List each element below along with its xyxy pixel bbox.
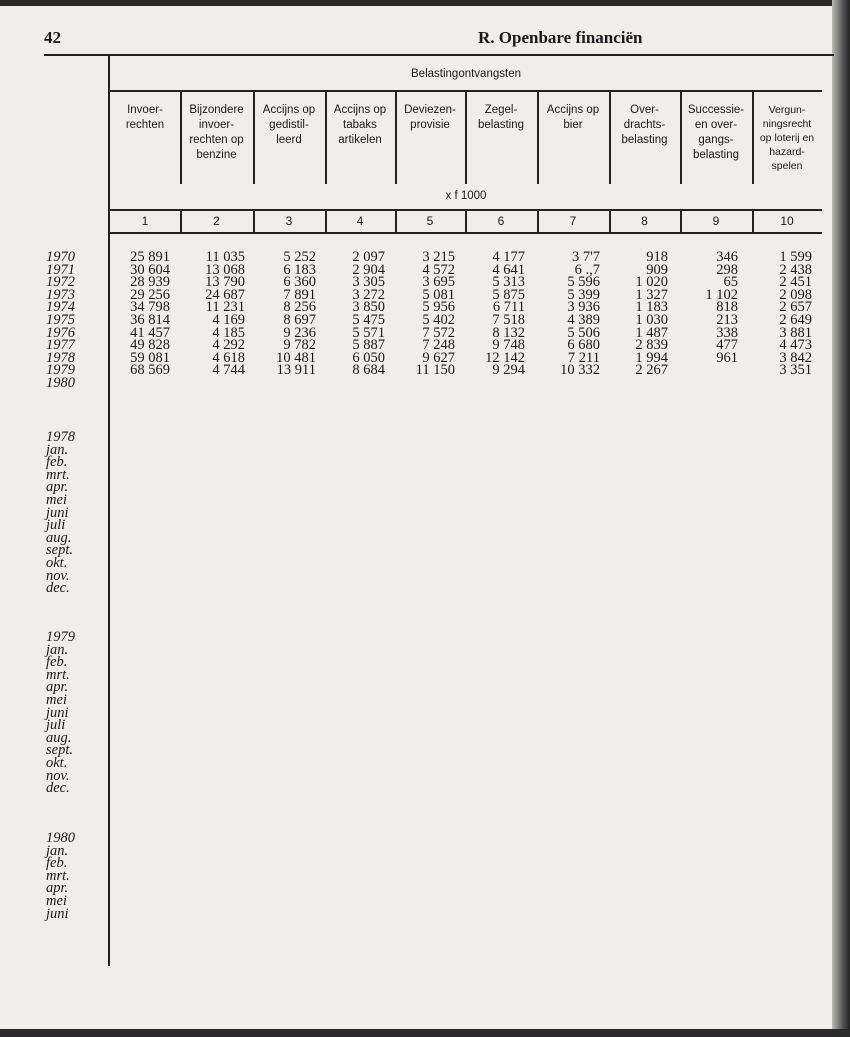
row-label-year: 1970 <box>46 249 75 265</box>
page-number: 42 <box>44 28 61 47</box>
table-cell: 28 939 <box>130 274 170 291</box>
table-cell: 5 402 <box>422 311 455 328</box>
table-cell: 6 183 <box>283 261 316 278</box>
table-cell: 7 248 <box>422 337 455 354</box>
data-column-4 <box>352 251 385 377</box>
table-cell: 1 327 <box>635 286 668 303</box>
row-label-year: 1978 <box>46 349 75 366</box>
table-cell: 3 695 <box>422 274 455 291</box>
column-header-line: artikelen <box>338 134 382 146</box>
column-header-line: tabaks <box>343 119 377 131</box>
header-bottom-rule <box>110 232 822 234</box>
column-header-line: belasting <box>477 119 525 131</box>
table-cell: 961 <box>716 349 738 366</box>
column-header-line: Deviezen- <box>404 104 456 116</box>
table-cell: 1 030 <box>635 311 668 328</box>
table-cell: 338 <box>716 324 738 341</box>
table-cell: 5 475 <box>352 311 385 328</box>
column-number: 2 <box>213 214 220 228</box>
table-cell: 49 828 <box>130 337 170 354</box>
table-cell: 5 956 <box>422 299 455 316</box>
table-cell: 918 <box>646 249 668 265</box>
table-cell: 1 599 <box>779 249 812 265</box>
table-cell: 1 183 <box>635 299 668 316</box>
row-label-month: apr. <box>46 479 69 496</box>
row-label-year: 1980 <box>46 374 75 391</box>
table-cell: 2 657 <box>779 299 812 316</box>
column-header-9 <box>680 103 752 163</box>
table-cell: 5 571 <box>352 324 385 341</box>
row-label-month: juni <box>46 504 69 521</box>
table-cell: 2 904 <box>352 261 385 278</box>
column-header-line: Accijns op <box>262 104 316 116</box>
table-cell: 4 177 <box>492 249 525 265</box>
table-cell: 6 711 <box>492 299 525 316</box>
row-label-month: dec. <box>46 580 70 597</box>
data-column-6 <box>485 251 525 377</box>
row-label-year: 1976 <box>46 324 75 341</box>
column-header-line: drachts- <box>623 119 666 131</box>
column-number: 6 <box>497 214 505 228</box>
table-cell: 5 313 <box>492 274 525 291</box>
column-header-line: gangs- <box>698 134 734 146</box>
table-cell: 5 875 <box>492 286 525 303</box>
table-cell: 68 569 <box>130 362 170 379</box>
row-label-year: 1975 <box>46 311 75 328</box>
row-label-month: mei <box>46 491 67 508</box>
table-cell: 3 351 <box>779 362 812 379</box>
column-number: 10 <box>780 214 794 228</box>
row-label-year: 1980 <box>46 830 75 846</box>
table-cell: 41 457 <box>130 324 170 341</box>
table-cell: 298 <box>716 261 738 278</box>
table-cell: 1 020 <box>635 274 668 291</box>
column-header-line: hazard- <box>769 146 805 158</box>
table-cell: 8 132 <box>492 324 525 341</box>
table-cell: 5 506 <box>567 324 600 341</box>
table-cell: 2 098 <box>779 286 812 303</box>
row-label-month: feb. <box>46 855 68 872</box>
scan-edge-right <box>832 0 850 1037</box>
row-label-month: feb. <box>46 654 68 671</box>
table-cell: 8 684 <box>352 362 385 379</box>
table-cell: 10 332 <box>560 362 600 379</box>
table-cell: 3 215 <box>422 249 455 265</box>
table-cell: 213 <box>716 311 738 328</box>
table-cell: 3 842 <box>779 349 812 366</box>
row-label-month: aug. <box>46 729 72 746</box>
table-cell <box>705 364 738 377</box>
table-cell: 13 068 <box>205 261 245 278</box>
running-head: R. Openbare financiën <box>478 28 643 47</box>
row-label-year: 1974 <box>46 299 75 316</box>
table-cell: 4 744 <box>212 362 245 379</box>
scan-edge-top <box>0 0 850 6</box>
row-label-year: 1971 <box>46 261 75 278</box>
column-header-line: gedistil- <box>269 119 309 131</box>
table-cell: 3 850 <box>352 299 385 316</box>
table-cell: 65 <box>723 274 738 291</box>
row-label-month: feb. <box>46 454 68 471</box>
column-header-line: invoer- <box>198 119 235 131</box>
table-cell: 3 7'7 <box>572 249 600 265</box>
column-header-7 <box>537 103 609 133</box>
column-header-line: ningsrecht <box>762 118 812 130</box>
table-cell: 4 389 <box>567 311 600 328</box>
data-column-10 <box>779 251 812 377</box>
column-header-line: Vergun- <box>768 104 806 116</box>
table-cell: 7 211 <box>567 349 600 366</box>
table-cell: 818 <box>716 299 738 316</box>
table-cell: 2 839 <box>635 337 668 354</box>
table-cell: 3 305 <box>352 274 385 291</box>
row-label-month: mei <box>46 892 67 909</box>
table-top-rule <box>44 54 834 56</box>
table-cell: 30 604 <box>130 261 170 278</box>
table-cell: 4 641 <box>492 261 525 278</box>
table-cell: 2 438 <box>779 261 812 278</box>
column-header-line: en over- <box>694 119 738 131</box>
table-cell: 6 .,7 <box>574 261 600 278</box>
table-cell: 2 267 <box>635 362 668 379</box>
table-cell: 5 887 <box>352 337 385 354</box>
table-cell: 9 236 <box>283 324 316 341</box>
table-cell: 59 081 <box>130 349 170 366</box>
column-header-1 <box>110 103 180 133</box>
column-header-line: op loterij en <box>759 132 815 144</box>
data-column-3 <box>276 251 316 377</box>
column-header-line: provisie <box>410 119 450 131</box>
table-cell: 6 680 <box>567 337 600 354</box>
column-header-line: belasting <box>692 149 740 161</box>
column-header-5 <box>395 103 465 133</box>
column-header-3 <box>253 103 325 148</box>
table-cell: 13 911 <box>276 362 316 379</box>
column-header-line: Invoer- <box>127 104 163 116</box>
column-header-line: belasting <box>621 134 668 146</box>
column-number: 9 <box>712 214 720 228</box>
row-label-month: jan. <box>46 641 69 658</box>
table-cell: 4 473 <box>779 337 812 354</box>
row-label-month: jan. <box>46 842 69 859</box>
table-cell: 9 782 <box>283 337 316 354</box>
column-header-line: Successie- <box>687 104 745 116</box>
row-label-month: mrt. <box>46 867 70 884</box>
row-label-month: apr. <box>46 880 69 897</box>
table-cell: 29 256 <box>130 286 170 303</box>
table-cell: 2 649 <box>779 311 812 328</box>
table-cell: 3 272 <box>352 286 385 303</box>
data-column-2 <box>205 251 245 377</box>
column-header-line: bier <box>563 119 583 131</box>
column-header-line: Over- <box>630 104 659 116</box>
table-cell: 5 252 <box>283 249 316 265</box>
column-number: 3 <box>285 214 293 228</box>
table-cell: 5 399 <box>567 286 600 303</box>
table-cell: 8 697 <box>283 311 316 328</box>
table-cell: 4 185 <box>212 324 245 341</box>
row-label-month: juli <box>46 717 66 734</box>
table-cell: 4 572 <box>422 261 455 278</box>
table-cell: 12 142 <box>485 349 525 366</box>
month-group-1980 <box>46 832 75 920</box>
table-cell: 7 518 <box>492 311 525 328</box>
row-label-month: juni <box>46 905 69 922</box>
row-label-month: apr. <box>46 679 69 696</box>
table-cell: 25 891 <box>130 249 170 265</box>
column-header-line: Zegel- <box>484 104 518 116</box>
column-header-2 <box>180 103 253 163</box>
column-header-line: Accijns op <box>546 104 600 116</box>
table-cell: 8 256 <box>283 299 316 316</box>
row-label-year: 1979 <box>46 629 75 645</box>
column-number: 1 <box>141 214 149 228</box>
row-label-month: sept. <box>46 742 73 759</box>
column-number: 4 <box>356 214 364 228</box>
table-cell: 3 881 <box>779 324 812 341</box>
column-number: 8 <box>641 214 648 228</box>
table-cell: 4 169 <box>212 311 245 328</box>
table-cell: 24 687 <box>205 286 245 303</box>
table-cell: 6 360 <box>283 274 316 291</box>
row-label-month: mei <box>46 691 67 708</box>
column-header-line: rechten <box>125 119 165 131</box>
table-cell: 1 994 <box>635 349 668 366</box>
table-cell: 11 035 <box>205 249 245 265</box>
group-header: Belastingontvangsten <box>411 68 521 80</box>
table-cell: 1 487 <box>635 324 668 341</box>
row-label-month: sept. <box>46 542 73 559</box>
unit-label: x f 1000 <box>445 190 487 202</box>
table-cell: 34 798 <box>130 299 170 316</box>
row-label-month: mrt. <box>46 466 70 483</box>
table-cell: 6 050 <box>352 349 385 366</box>
column-header-line: Accijns op <box>333 104 387 116</box>
table-cell: 9 627 <box>422 349 455 366</box>
row-label-month: nov. <box>46 567 70 584</box>
table-cell: 9 748 <box>492 337 525 354</box>
row-label-year: 1978 <box>46 429 75 445</box>
table-cell: 13 790 <box>205 274 245 291</box>
column-header-8 <box>609 103 680 148</box>
column-header-line: benzine <box>196 149 237 161</box>
column-header-line: Bijzondere <box>189 104 244 116</box>
month-group-1979 <box>46 631 75 795</box>
column-header-4 <box>325 103 395 148</box>
table-cell: 7 572 <box>422 324 455 341</box>
row-label-year: 1979 <box>46 362 75 379</box>
row-label-month: juli <box>46 517 66 534</box>
table-cell: 477 <box>716 337 738 354</box>
row-label-month: jan. <box>46 441 69 458</box>
row-label-year: 1977 <box>46 337 75 354</box>
table-cell: 1 102 <box>705 286 738 303</box>
month-group-1978 <box>46 431 75 595</box>
row-label-month: nov. <box>46 767 70 784</box>
row-label-month: juni <box>46 704 69 721</box>
data-column-8 <box>635 251 668 377</box>
table-cell: 909 <box>646 261 668 278</box>
table-cell: 346 <box>716 249 738 265</box>
table-cell: 11 150 <box>415 362 455 379</box>
row-label-month: aug. <box>46 529 72 546</box>
row-label-year: 1972 <box>46 274 75 291</box>
row-label-month: okt. <box>46 754 68 771</box>
column-number: 5 <box>426 214 434 228</box>
table-cell: 2 097 <box>352 249 385 265</box>
data-column-5 <box>416 251 455 377</box>
row-label-month: dec. <box>46 780 70 797</box>
column-header-line: leerd <box>276 134 302 146</box>
table-cell: 11 231 <box>205 299 245 316</box>
data-column-9 <box>705 251 738 377</box>
table-cell: 4 618 <box>212 349 245 366</box>
table-cell: 5 081 <box>422 286 455 303</box>
column-header-10 <box>752 103 822 173</box>
year-labels <box>46 251 75 390</box>
column-header-line: spelen <box>771 160 803 172</box>
column-header-6 <box>465 103 537 133</box>
column-header-line: rechten op <box>189 134 244 146</box>
row-label-month: mrt. <box>46 666 70 683</box>
row-label-month: okt. <box>46 554 68 571</box>
table-cell: 9 294 <box>492 362 525 379</box>
table-cell: 3 936 <box>567 299 600 316</box>
table-cell: 36 814 <box>130 311 170 328</box>
table-cell: 10 481 <box>276 349 316 366</box>
row-label-year: 1973 <box>46 286 75 303</box>
column-number: 7 <box>569 214 577 228</box>
data-column-1 <box>130 251 170 377</box>
table-cell: 2 451 <box>779 274 812 291</box>
data-column-7 <box>560 251 600 377</box>
table-cell: 4 292 <box>212 337 245 354</box>
table-cell: 5 596 <box>567 274 600 291</box>
scan-edge-bottom <box>0 1029 850 1037</box>
table-cell: 7 891 <box>283 286 316 303</box>
